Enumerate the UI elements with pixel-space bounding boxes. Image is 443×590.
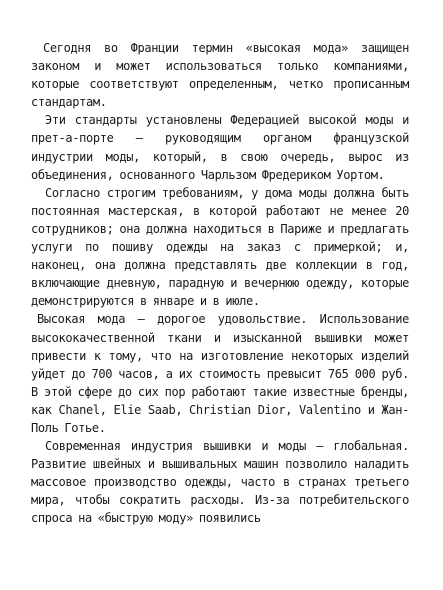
- paragraph-2: Эти стандарты установлены Федерацией высокой моды и прет-а-порте — руководящим органом французской индустрии моды, который, в свою очередь, вырос из объединения, основанного Чарльзом Фредериком Уортом.: [31, 113, 409, 182]
- document-page: [31, 39, 409, 528]
- paragraph-5: Современная индустрия вышивки и моды — глобальная. Развитие швейных и вышивальных машин позволило наладить массовое производство одежды, часто в странах третьего мира, чтобы сократить расходы. Из-за потребительского спроса на «быструю моду» появились: [31, 439, 409, 526]
- paragraph-3: Согласно строгим требованиям, у дома моды должна быть постоянная мастерская, в которой работают не менее 20 сотрудников; она должна находиться в Париже и предлагать услуги по пошиву одежды на заказ с примеркой; и, наконец, она должна представлять две коллекции в год, включающие дневную, парадную и вечернюю одежду, которые демонстрируются в январе и в июле.: [31, 185, 409, 309]
- paragraph-4: Высокая мода — дорогое удовольствие. Использование высококачественной ткани и изысканной вышивки может привести к тому, что на изготовление некоторых изделий уйдет до 700 часов, а их стоимость превысит 765 000 руб. В этой сфере до сих пор работают такие известные бренды, как Chanel, Elie Saab, Christian Dior, Valentino и Жан-Поль Готье.: [31, 312, 409, 435]
- paragraph-1: Сегодня во Франции термин «высокая мода» защищен законом и может использоваться только компаниями, которые соответствуют определенным, четко прописанным стандартам.: [31, 41, 409, 110]
